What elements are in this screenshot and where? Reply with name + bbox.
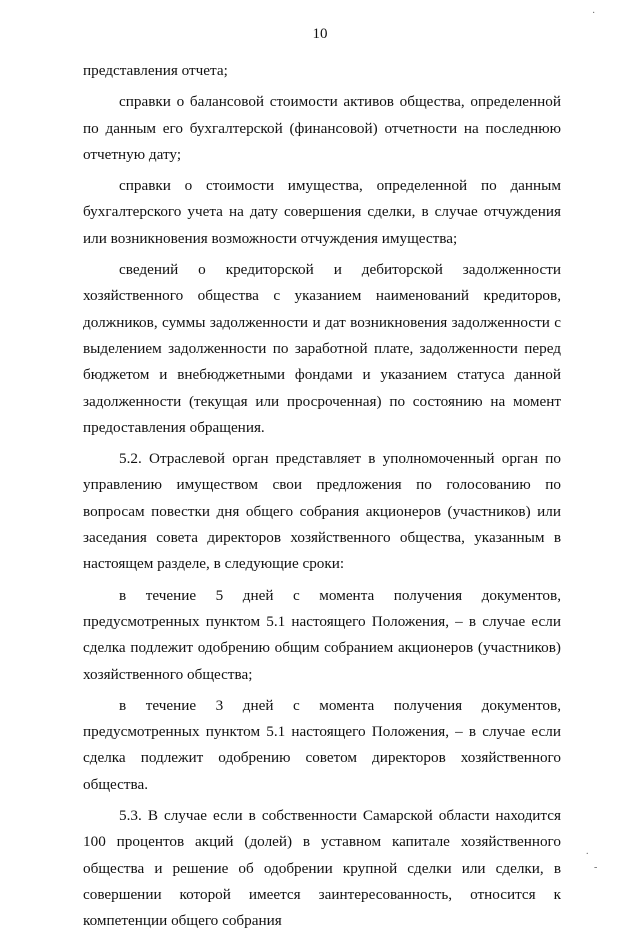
paragraph-continuation: представления отчета; bbox=[83, 62, 228, 79]
paragraph-5-3: 5.3. В случае если в собственности Самарской области находится 100 процентов акций (долей) в уставном капитале хозяйственного общества и решение об одобрении крупной сделки или сделки, в совершении которой имеется заинтересованность, относится к компетенции общего собрания bbox=[83, 807, 561, 930]
paragraph-balance-certificate: справки о балансовой стоимости активов общества, определенной по данным его бухгалтерской (финансовой) отчетности на последнюю отчетную дату; bbox=[83, 93, 561, 163]
document-body bbox=[83, 58, 561, 935]
paragraph-debt-information: сведений о кредиторской и дебиторской задолженности хозяйственного общества с указанием наименований кредиторов, должников, суммы задолженности и дат возникновения задолженности с выделением задолженности по заработной плате, задолженности перед бюджетом и внебюджетными фондами и указанием статуса данной задолженности (текущая или просроченная) по состоянию на момент предоставления обращения. bbox=[83, 261, 561, 436]
paragraph-property-certificate: справки о стоимости имущества, определенной по данным бухгалтерского учета на дату совершения сделки, в случае отчуждения или возникновения возможности отчуждения имущества; bbox=[83, 177, 561, 247]
page-number: 10 bbox=[312, 26, 328, 42]
scan-speck: - bbox=[594, 862, 598, 873]
paragraph-5-days: в течение 5 дней с момента получения документов, предусмотренных пунктом 5.1 настоящего Положения, – в случае если сделка подлежит одобрению общим собранием акционеров (участников) хозяйственного общества; bbox=[83, 586, 561, 683]
scan-speck: . bbox=[586, 846, 589, 857]
scan-speck: · bbox=[592, 8, 596, 19]
paragraph-5-2: 5.2. Отраслевой орган представляет в уполномоченный орган по управлению имуществом свои предложения по голосованию по вопросам повестки дня общего собрания акционеров (участников) или заседания совета директоров хозяйственного общества, указанным в настоящем разделе, в следующие сроки: bbox=[83, 450, 561, 573]
paragraph-3-days: в течение 3 дней с момента получения документов, предусмотренных пунктом 5.1 настоящего Положения, – в случае если сделка подлежит одобрению советом директоров хозяйственного общества. bbox=[83, 696, 561, 793]
